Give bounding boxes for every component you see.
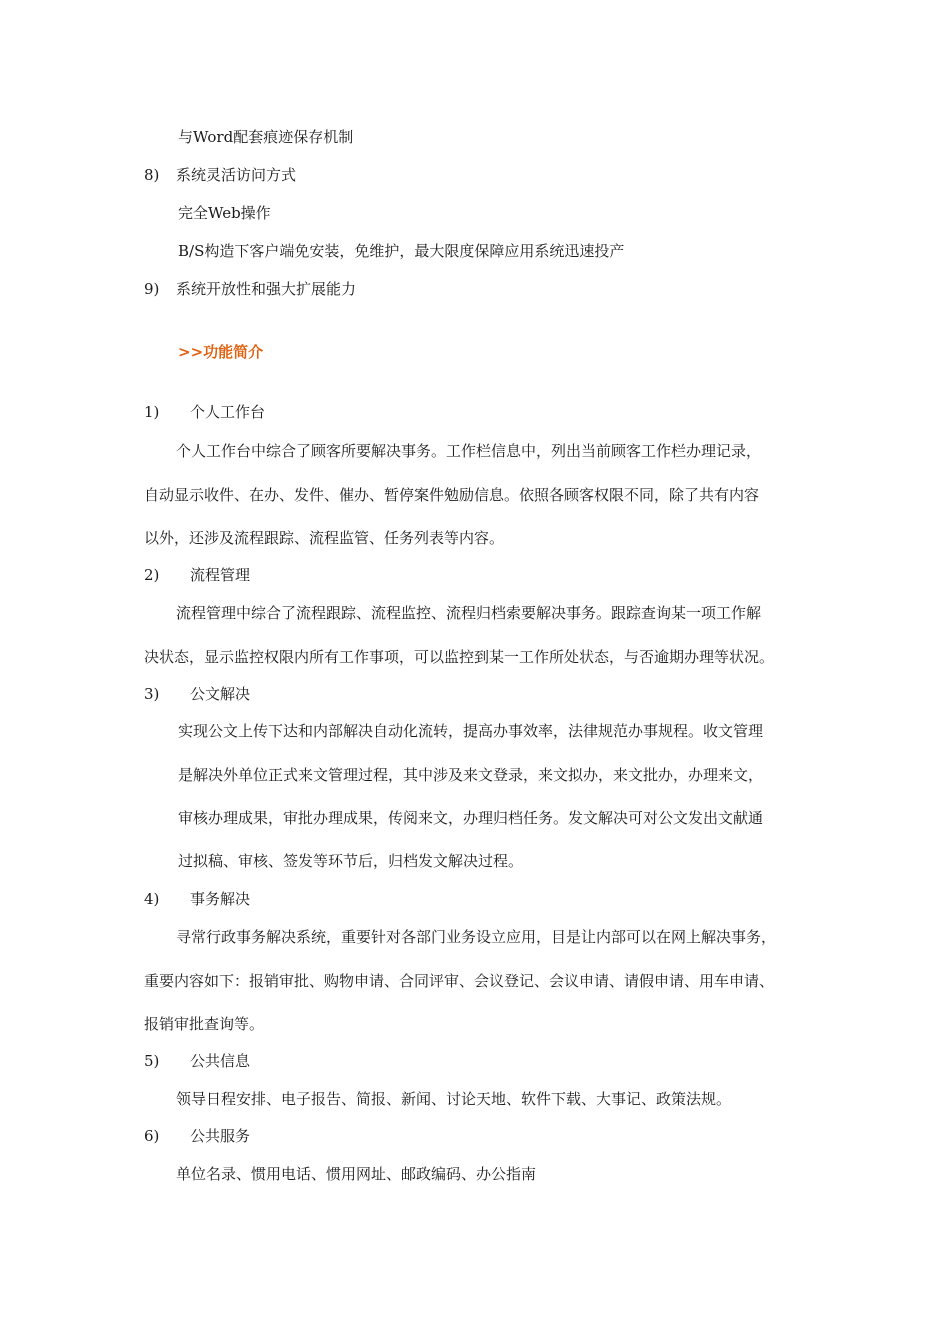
section-heading: >>功能简介 (178, 343, 264, 361)
item-2-title: 流程管理 (190, 566, 251, 584)
item-2-number: 2) (144, 566, 160, 584)
item-3-number: 3) (144, 685, 160, 703)
item-1-number: 1) (144, 403, 160, 421)
item-8-number: 8) (144, 166, 160, 184)
item-3-line-1: 实现公文上传下达和内部解决自动化流转，提高办事效率，法律规范办事规程。收文管理 (178, 722, 764, 740)
word-mechanism-text: 与Word配套痕迹保存机制 (178, 128, 354, 146)
item-5-number: 5) (144, 1052, 160, 1070)
item-1-line-1: 个人工作台中综合了顾客所要解决事务。工作栏信息中，列出当前顾客工作栏办理记录， (176, 442, 762, 460)
item-2-line-1: 流程管理中综合了流程跟踪、流程监控、流程归档索要解决事务。跟踪查询某一项工作解 (176, 604, 762, 622)
item-9-number: 9) (144, 280, 160, 298)
bs-structure-text: B/S构造下客户端免安装，免维护，最大限度保障应用系统迅速投产 (178, 242, 625, 260)
item-6-number: 6) (144, 1127, 160, 1145)
item-5-line-1: 领导日程安排、电子报告、简报、新闻、讨论天地、软件下载、大事记、政策法规。 (176, 1090, 732, 1108)
item-4-line-2: 重要内容如下：报销审批、购物申请、合同评审、会议登记、会议申请、请假申请、用车申请、 (144, 972, 775, 990)
item-4-number: 4) (144, 890, 160, 908)
item-1-title: 个人工作台 (190, 403, 266, 421)
web-operation-text: 完全Web操作 (178, 204, 271, 222)
item-4-line-3: 报销审批查询等。 (144, 1015, 265, 1033)
item-9-title: 系统开放性和强大扩展能力 (176, 280, 357, 298)
item-3-line-2: 是解决外单位正式来文管理过程，其中涉及来文登录，来文拟办，来文批办，办理来文， (178, 766, 764, 784)
item-3-title: 公文解决 (190, 685, 251, 703)
item-1-line-2: 自动显示收件、在办、发件、催办、暂停案件勉励信息。依照各顾客权限不同，除了共有内容 (144, 486, 760, 504)
item-4-line-1: 寻常行政事务解决系统，重要针对各部门业务设立应用，目是让内部可以在网上解决事务， (176, 928, 777, 946)
item-6-line-1: 单位名录、惯用电话、惯用网址、邮政编码、办公指南 (176, 1165, 537, 1183)
item-3-line-4: 过拟稿、审核、签发等环节后，归档发文解决过程。 (178, 852, 524, 870)
item-3-line-3: 审核办理成果，审批办理成果，传阅来文，办理归档任务。发文解决可对公文发出文献通 (178, 809, 764, 827)
item-8-title: 系统灵活访问方式 (176, 166, 297, 184)
item-2-line-2: 决状态，显示监控权限内所有工作事项，可以监控到某一工作所处状态，与否逾期办理等状况。 (144, 648, 775, 666)
item-6-title: 公共服务 (190, 1127, 251, 1145)
item-4-title: 事务解决 (190, 890, 251, 908)
item-5-title: 公共信息 (190, 1052, 251, 1070)
item-1-line-3: 以外，还涉及流程跟踪、流程监管、任务列表等内容。 (144, 529, 505, 547)
